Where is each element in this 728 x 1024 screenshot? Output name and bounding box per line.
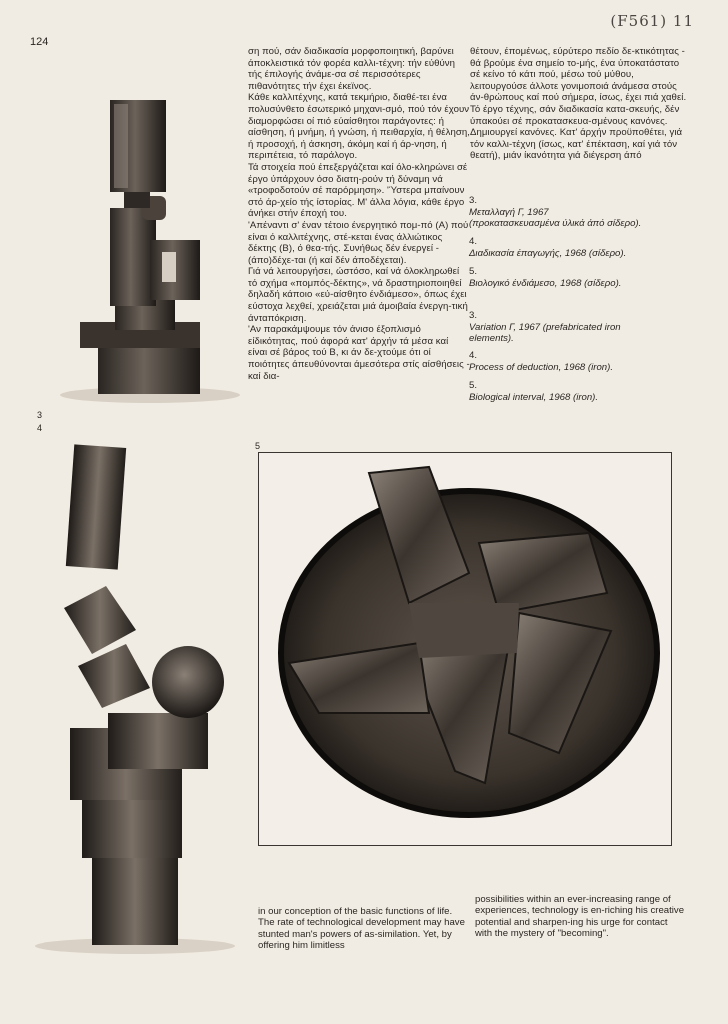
caption-number: 3.: [469, 310, 478, 321]
caption-number: 5.: [469, 266, 478, 277]
figure-3-label: 3: [37, 410, 43, 420]
caption-number: 3.: [469, 195, 478, 206]
greek-paragraph: θέτουν, έπομένως, εύρύτερο πεδίο δε-κτικότητας - θά βρούμε ένα σημείο το-μής, ένα ύποκατάστατο σέ κείνο τό κάτι πού, μέσω τού μύθου, λειτουργούσε άλλοτε γονιμοποιά άνάμεσα στούς άν-θρώπους καί πού σήμερα, ίσως, έχει πιά χαθεί.: [470, 46, 687, 104]
english-caption-5: [469, 380, 694, 403]
figure-4-sculpture-photo: [30, 438, 240, 958]
greek-paragraph: ση πού, σάν διαδικασία μορφοποιητική, βαρύνει άποκλειστικά τόν φορέα καλλι-τέχνη: τήν εύθύνη τής έπιλογής άνάμε-σα σέ περισσότερες πιθανότητες τήν έχει έκεϊνος.: [248, 46, 456, 92]
figure-4-label: 4: [37, 423, 43, 433]
greek-text-column-1: [248, 46, 470, 382]
greek-paragraph: 'Απέναντι σ' έναν τέτοιο ένεργητικό πομ-πό (Α) πού είναι ό καλλιτέχνης, στέ-κεται ένας άλλιώτικος δέκτης (Β), ό θεα-τής. Συνήθως δέν ένεργεί - (άπο)δέχε-ται (ή καί δέν άποδέχεται).: [248, 219, 469, 266]
figure-5-relief-photo: [259, 453, 671, 845]
figure-5-label: 5: [255, 441, 261, 451]
caption-title: Μεταλλαγή Γ, 1967: [469, 206, 549, 218]
greek-caption-5: [469, 266, 694, 289]
caption-number: 5.: [469, 380, 478, 391]
caption-subtitle: (προκατασκευασμένα ύλικά άπό σίδερο).: [469, 218, 642, 230]
caption-title: Process of deduction, 1968 (iron).: [469, 361, 613, 373]
greek-caption-4: [469, 236, 694, 259]
english-caption-3: [469, 310, 694, 345]
greek-caption-3: [469, 195, 694, 230]
caption-subtitle: elements).: [469, 333, 514, 345]
figure-3-sculpture-photo: [40, 90, 240, 410]
greek-text-column-2: [470, 46, 692, 162]
handwritten-archive-note: (F561) 11: [610, 12, 694, 30]
page-number: 124: [30, 36, 49, 48]
english-text-column-1: in our conception of the basic functions of life. The rate of technological development may have stunted man's powers of as-similation. Yet, by offering him limitless: [258, 906, 465, 952]
greek-paragraph: 'Αν παρακάμψουμε τόν άνισο έξοπλισμό είδικότητας, πού άφορά κατ' άρχήν τά μέσα καί είναι σέ βάρος τού Β, κι άν δε-χτούμε ότι οί ποιότητες άπευθύνονται άμεσότερα στίς αίσθήσεις - καί δια-: [248, 324, 470, 382]
english-caption-4: [469, 350, 694, 373]
greek-paragraph: Τό έργο τέχνης, σάν διαδικασία κατα-σκευής, δέν ύπακούει σέ προκατασκευα-σμένους κανόνες. Δημιουργεί κανόνες. Κατ' άρχήν προϋποθέτει, γιά τόν καλλι-τέχνη (ίσως, κατ' έπέκταση, καί γιά τόν θεατή), μιάν ίκανότητα γιά διέγερση άπό: [470, 103, 683, 162]
caption-number: 4.: [469, 236, 478, 247]
caption-title: Βιολογικό ένδιάμεσο, 1968 (σίδερο).: [469, 277, 622, 289]
greek-paragraph: Τά στοιχεία πού έπεξεργάζεται καί όλο-κληρώνει σέ έργο ύπάρχουν όσο διατη-ρούν τή δύναμη νά «τροφοδοτούν σέ παρόρμηση». 'Ύστερα μπαίνουν στό άρ-χείο τής ίστορίας. Μ' άλλα λόγια, κάθε έργο άνήκει στήν έποχή του.: [248, 161, 468, 220]
caption-title: Διαδικασία έπαγωγής, 1968 (σίδερο).: [469, 247, 627, 259]
caption-title: Biological interval, 1968 (iron).: [469, 391, 599, 403]
greek-paragraph: Γιά νά λειτουργήσει, ώστόσο, καί νά όλοκληρωθεί τό σχήμα «πομπός-δέκτης», νά δραστηριοποιηθεί δηλαδή κάποιο «εύ-αίσθητο ένδιάμεσο», όπως έχει εύστοχα λεχθεί, χρειάζεται μιά άμοιβαία ένεργη-τική άνταπόκριση.: [248, 266, 468, 324]
caption-number: 4.: [469, 350, 478, 361]
english-text-column-2: possibilities within an ever-increasing range of experiences, technology is en-riching his creative potential and sharpen-ing his urge for contact with the mystery of "becoming".: [475, 894, 685, 940]
greek-paragraph: Κάθε καλλιτέχνης, κατά τεκμήριο, διαθέ-τει ένα πολυσύνθετο έσωτερικό μηχανι-σμό, πού τόν έχουν διαμορφώσει οί πιό εύαίσθητοι παράγοντες: ή αίσθηση, ή μνήμη, ή γνώση, ή πειθαρχία, ή θέληση, ή προσοχή, ή άσκηση, άκόμη καί ή άρ-νηση, ή περιπέτεια, τό παράλογο.: [248, 92, 470, 162]
figure-5-frame: [258, 452, 672, 846]
caption-title: Variation Γ, 1967 (prefabricated iron: [469, 321, 621, 333]
